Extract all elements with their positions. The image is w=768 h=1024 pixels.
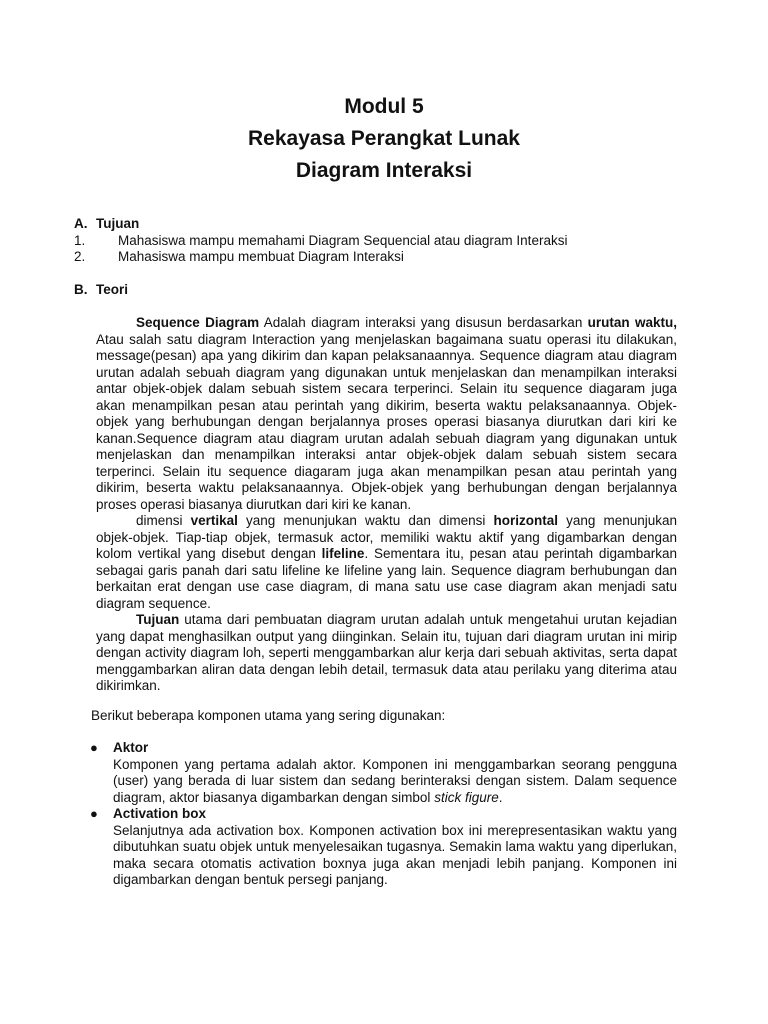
bullet-icon: ● [90, 740, 98, 755]
bullet-icon: ● [90, 806, 98, 821]
section-b-heading: B. Teori [74, 282, 129, 297]
component-name: Aktor [113, 740, 149, 755]
section-a [74, 216, 694, 266]
components-intro: Berikut beberapa komponen utama yang sering digunakan: [91, 708, 446, 723]
document-title [0, 91, 768, 187]
objective-item: 1. Mahasiswa mampu memahami Diagram Sequencial atau diagram Interaksi [74, 232, 568, 248]
section-b-title: Teori [96, 282, 129, 297]
paragraph-sequence-diagram: Sequence Diagram Adalah diagram interaksi yang disusun berdasarkan urutan waktu, Atau salah satu diagram Interaction yang menjelaskan bagaimana suatu operasi itu dilakukan, message(pesan) apa yang dikirim dan kapan pelaksanaannya. Sequence diagram atau diagram urutan adalah sebuah diagram yang digunakan untuk menjelaskan dan menampilkan interaksi antar objek-objek dalam sebuah sistem secara terperinci. Selain itu sequence diagaram juga akan menampilkan pesan atau perintah yang dikirim, beserta waktu pelaksanaannya. Objek-objek yang berhubungan dengan berjalannya proses operasi biasanya diurutkan dari kiri ke kanan.Sequence diagram atau diagram urutan adalah sebuah diagram yang digunakan untuk menjelaskan dan menampilkan interaksi antar objek-objek dalam sebuah sistem secara terperinci. Selain itu sequence diagaram juga akan menampilkan pesan atau perintah yang dikirim, beserta waktu pelaksanaannya. Objek-objek yang berhubungan dengan berjalannya proses operasi biasanya diurutkan dari kiri ke kanan. [96, 315, 677, 512]
title-course: Rekayasa Perangkat Lunak [248, 127, 520, 150]
section-a-heading: A. Tujuan [74, 216, 140, 231]
paragraph-purpose: Tujuan utama dari pembuatan diagram urutan adalah untuk mengetahui urutan kejadian yang dapat menghasilkan output yang diinginkan. Selain itu, tujuan dari diagram urutan ini mirip dengan activity diagram loh, seperti menggambarkan alur kerja dari sebuah aktivitas, serta dapat menggambarkan aliran data dengan lebih detail, termasuk data atau perilaku yang diterima atau dikirimkan. [96, 612, 677, 693]
component-actor [113, 740, 677, 806]
component-description: Selanjutnya ada activation box. Komponen activation box ini merepresentasikan waktu yang dibutuhkan suatu objek untuk menyelesaikan tugasnya. Semakin lama waktu yang diperlukan, maka secara otomatis activation boxnya juga akan menjadi lebih panjang. Komponen ini digambarkan dengan bentuk persegi panjang. [113, 822, 677, 887]
objective-item: 2. Mahasiswa mampu membuat Diagram Interaksi [74, 249, 404, 264]
component-description: Komponen yang pertama adalah aktor. Komponen ini menggambarkan seorang pengguna (user) yang berada di luar sistem dan sedang berinteraksi dengan sistem. Dalam sequence diagram, aktor biasanya digambarkan dengan simbol stick figure. [113, 756, 677, 805]
component-name: Activation box [113, 806, 207, 821]
title-topic: Diagram Interaksi [295, 159, 473, 182]
component-activation-box [113, 806, 677, 889]
theory-body [96, 315, 677, 695]
paragraph-dimensions: dimensi vertikal yang menunjukan waktu dan dimensi horizontal yang menunjukan objek-objek. Tiap-tiap objek, termasuk actor, memiliki waktu aktif yang digambarkan dengan kolom vertikal yang disebut dengan lifeline. Sementara itu, pesan atau perintah digambarkan sebagai garis panah dari satu lifeline ke lifeline yang lain. Sequence diagram berhubungan dan berkaitan erat dengan use case diagram, di mana satu use case diagram akan menjadi satu diagram sequence. [96, 513, 677, 611]
title-module: Modul 5 [344, 95, 424, 118]
section-a-title: Tujuan [96, 216, 140, 231]
